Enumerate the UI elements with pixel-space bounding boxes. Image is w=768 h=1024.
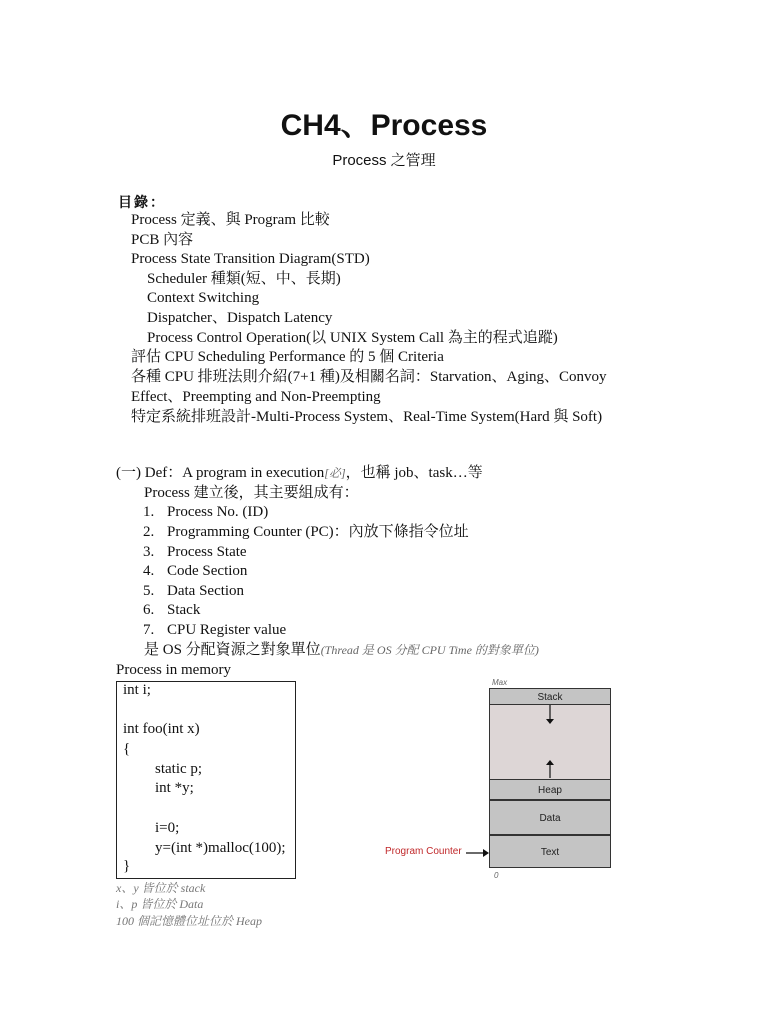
list-item: 7. CPU Register value — [143, 622, 287, 638]
resource-unit-line — [144, 641, 539, 661]
code-line: static p; — [155, 761, 203, 777]
page-title: CH4、Process — [280, 109, 488, 142]
code-line: int *y; — [155, 780, 194, 796]
definition-note: [必] — [324, 466, 346, 480]
stack-growth-arrowhead — [546, 719, 554, 724]
resource-unit-text: 是 OS 分配資源之對象單位 — [144, 642, 321, 658]
list-item: 3. Process State — [143, 544, 247, 560]
toc-item: Process Control Operation(以 UNIX System Call 為主的程式追蹤) — [147, 330, 558, 346]
page-subtitle: Process 之管理 — [332, 152, 436, 169]
list-item: 4. Code Section — [143, 563, 248, 579]
memory-heading: Process in memory — [116, 662, 231, 678]
text-segment: Text — [489, 835, 611, 868]
toc-item: Dispatcher、Dispatch Latency — [147, 310, 333, 326]
code-line: int i; — [123, 682, 151, 698]
toc-item: Context Switching — [147, 290, 260, 306]
program-counter-label: Program Counter — [385, 846, 462, 857]
toc-item: 特定系統排班設計-Multi-Process System、Real-Time System(Hard 與 Soft) — [131, 409, 603, 425]
definition-suffix: ，也稱 job、task…等 — [345, 465, 483, 481]
note-line: 100 個記憶體位址位於 Heap — [116, 914, 262, 928]
toc-item: Effect、Preempting and Non-Preempting — [131, 389, 381, 405]
note-line: x、y 皆位於 stack — [116, 881, 206, 895]
code-line: } — [123, 858, 131, 874]
toc-item: 評估 CPU Scheduling Performance 的 5 個 Criteria — [131, 349, 444, 365]
code-line: y=(int *)malloc(100); — [155, 840, 286, 856]
definition-prefix: (一) Def：A program in execution — [116, 465, 325, 481]
definition-line — [116, 464, 483, 484]
note-line: i、p 皆位於 Data — [116, 897, 204, 911]
code-line: { — [123, 741, 131, 757]
zero-label: 0 — [494, 871, 499, 880]
list-item: 6. Stack — [143, 602, 201, 618]
list-item: 1. Process No. (ID) — [143, 504, 269, 520]
data-segment: Data — [489, 800, 611, 835]
toc-heading: 目錄： — [118, 196, 166, 211]
toc-item: PCB 內容 — [131, 232, 194, 248]
heap-segment: Heap — [489, 779, 611, 800]
list-item: 5. Data Section — [143, 583, 245, 599]
toc-item: 各種 CPU 排班法則介紹(7+1 種)及相關名詞：Starvation、Aging、Convoy — [131, 369, 607, 385]
toc-item: Process State Transition Diagram(STD) — [131, 251, 370, 267]
toc-item: Scheduler 種類(短、中、長期) — [147, 271, 341, 287]
heap-growth-arrowhead — [546, 760, 554, 765]
code-line: int foo(int x) — [123, 721, 200, 737]
resource-unit-note: (Thread 是 OS 分配 CPU Time 的對象單位) — [320, 643, 539, 657]
components-intro: Process 建立後，其主要組成有： — [144, 485, 359, 501]
max-label: Max — [492, 678, 508, 687]
code-line: i=0; — [155, 820, 180, 836]
list-item: 2. Programming Counter (PC)：內放下條指令位址 — [143, 524, 469, 540]
stack-segment: Stack — [489, 688, 611, 705]
program-counter-arrow — [466, 847, 490, 859]
toc-item: Process 定義、與 Program 比較 — [131, 212, 330, 228]
